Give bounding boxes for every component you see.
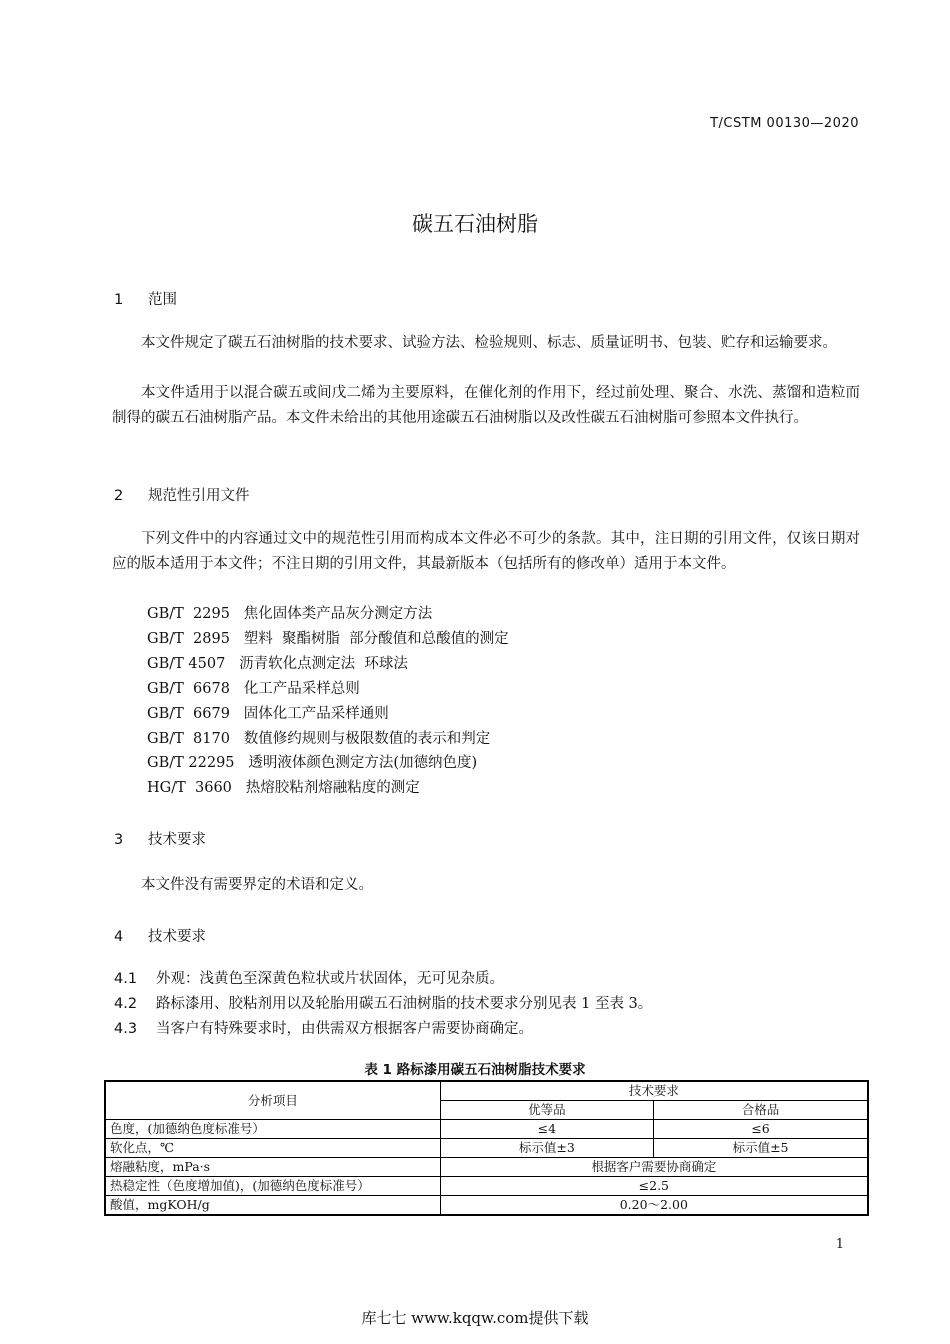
clause-text: 路标漆用、胶粘剂用以及轮胎用碳五石油树脂的技术要求分别见表 1 至表 3。: [156, 996, 653, 1012]
row-item: 色度，(加德纳色度标准号）: [105, 1120, 440, 1139]
row-value-qualified: ≤6: [654, 1120, 868, 1139]
header-grade-premium: 优等品: [440, 1101, 653, 1120]
reference-item: GB/T 2295 焦化固体类产品灰分测定方法: [147, 606, 433, 622]
clause-number: 4.3: [114, 1021, 138, 1037]
section-4-heading: [114, 925, 206, 946]
section-number: 2: [114, 488, 124, 504]
section-title: 规范性引用文件: [148, 488, 250, 504]
scope-paragraph-2: 本文件适用于以混合碳五或间戊二烯为主要原料，在催化剂的作用下，经过前处理、聚合、水洗、蒸馏和造粒而制得的碳五石油树脂产品。本文件未给出的其他用途碳五石油树脂以及改性碳五石油树脂可参照本文件执行。: [112, 385, 860, 426]
clause-text: 外观：浅黄色至深黄色粒状或片状固体，无可见杂质。: [156, 971, 504, 987]
section-number: 1: [114, 292, 124, 308]
row-item: 软化点，℃: [105, 1139, 440, 1158]
clause-number: 4.1: [114, 971, 138, 987]
section-title: 技术要求: [148, 929, 206, 945]
section-title: 技术要求: [148, 832, 206, 848]
clause-4-2: [114, 992, 652, 1017]
terms-paragraph: 本文件没有需要界定的术语和定义。: [141, 877, 373, 893]
spec-table: [104, 1080, 869, 1216]
reference-item: GB/T 6678 化工产品采样总则: [147, 681, 360, 697]
section-3-heading: [114, 828, 206, 849]
section-title: 范围: [148, 292, 177, 308]
table-row: [105, 1158, 868, 1177]
table-header-row: [105, 1081, 868, 1101]
table-row: [105, 1196, 868, 1216]
table-row: [105, 1120, 868, 1139]
row-item: 酸值，mgKOH/g: [105, 1196, 440, 1216]
section-1-heading: [114, 288, 177, 309]
table-caption: 表 1 路标漆用碳五石油树脂技术要求: [364, 1062, 586, 1078]
row-value-premium: 标示值±3: [440, 1139, 653, 1158]
row-item: 热稳定性（色度增加值)，(加德纳色度标准号）: [105, 1177, 440, 1196]
row-value-premium: ≤4: [440, 1120, 653, 1139]
table-row: [105, 1177, 868, 1196]
section-2-heading: [114, 484, 250, 505]
reference-item: GB/T 4507 沥青软化点测定法 环球法: [147, 656, 408, 672]
clause-4-1: [114, 967, 504, 992]
table-row: [105, 1139, 868, 1158]
reference-item: GB/T 2895 塑料 聚酯树脂 部分酸值和总酸值的测定: [147, 631, 509, 647]
section-number: 4: [114, 929, 124, 945]
row-value-qualified: 标示值±5: [654, 1139, 868, 1158]
header-grade-qualified: 合格品: [654, 1101, 868, 1120]
row-value-merged: 根据客户需要协商确定: [440, 1158, 868, 1177]
row-value-merged: ≤2.5: [440, 1177, 868, 1196]
document-id: T/CSTM 00130—2020: [710, 116, 859, 131]
header-requirement: 技术要求: [440, 1081, 868, 1101]
clause-4-3: [114, 1017, 533, 1042]
scope-paragraph-1: 本文件规定了碳五石油树脂的技术要求、试验方法、检验规则、标志、质量证明书、包装、贮存和运输要求。: [141, 335, 837, 351]
clause-text: 当客户有特殊要求时，由供需双方根据客户需要协商确定。: [156, 1021, 533, 1037]
reference-item: HG/T 3660 热熔胶粘剂熔融粘度的测定: [147, 780, 420, 796]
footer-watermark: 库七七 www.kqqw.com提供下载: [361, 1309, 589, 1327]
reference-item: GB/T 8170 数值修约规则与极限数值的表示和判定: [147, 731, 491, 747]
document-title: 碳五石油树脂: [412, 212, 538, 236]
section-number: 3: [114, 832, 124, 848]
references-intro: 下列文件中的内容通过文中的规范性引用而构成本文件必不可少的条款。其中，注日期的引用文件，仅该日期对应的版本适用于本文件；不注日期的引用文件，其最新版本（包括所有的修改单）适用于本文件。: [112, 531, 860, 572]
row-value-merged: 0.20～2.00: [440, 1196, 868, 1216]
clause-number: 4.2: [114, 996, 138, 1012]
row-item: 熔融粘度，mPa·s: [105, 1158, 440, 1177]
header-item: 分析项目: [105, 1081, 440, 1120]
reference-item: GB/T 6679 固体化工产品采样通则: [147, 706, 389, 722]
page-number: 1: [835, 1237, 844, 1252]
reference-item: GB/T 22295 透明液体颜色测定方法(加德纳色度): [147, 755, 478, 771]
